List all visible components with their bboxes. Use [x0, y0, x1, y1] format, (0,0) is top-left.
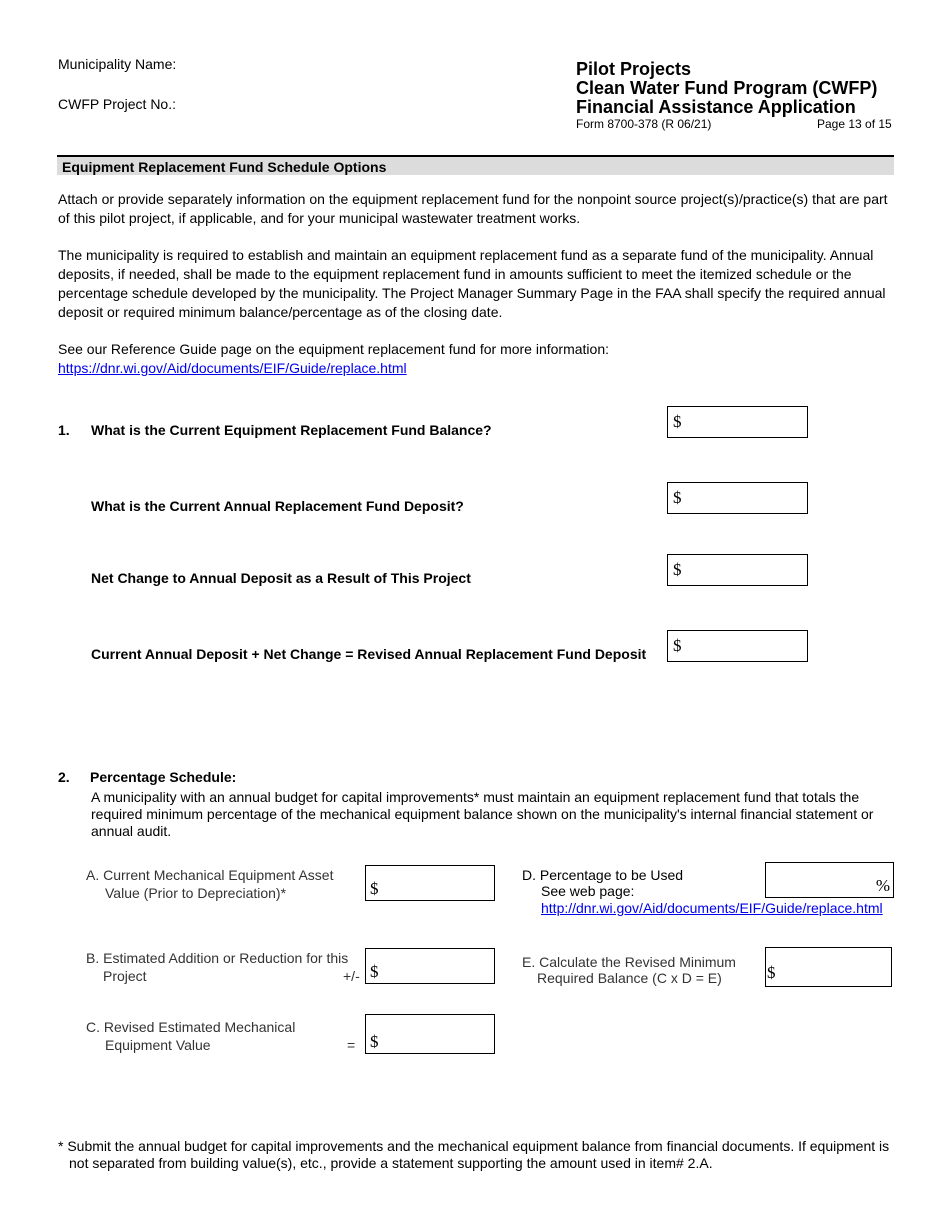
currency-symbol: $ — [673, 636, 682, 655]
annual-deposit-label: What is the Current Annual Replacement Fund Deposit? — [91, 498, 464, 514]
item-c-label-line2: Equipment Value — [105, 1037, 211, 1053]
revised-deposit-label: Current Annual Deposit + Net Change = Revised Annual Replacement Fund Deposit — [91, 646, 647, 662]
net-change-label: Net Change to Annual Deposit as a Result of This Project — [91, 570, 471, 586]
intro-paragraph-2: The municipality is required to establish and maintain an equipment replacement fund as a separate fund of the municipality. Annual deposits, if needed, shall be made to the equipment replacement fund in amounts sufficient to meet the itemized schedule or the percentage schedule developed by the municipality. The Project Manager Summary Page in the FAA shall specify the required annual deposit or required minimum balance/percentage as of the closing date. — [58, 247, 886, 320]
net-change-input[interactable] — [667, 554, 808, 586]
section-title: Equipment Replacement Fund Schedule Options — [62, 159, 387, 175]
currency-symbol: $ — [370, 879, 379, 898]
question-1-number: 1. — [58, 422, 70, 438]
percentage-schedule-description: A municipality with an annual budget for capital improvements* must maintain an equipment replacement fund that totals the required minimum percentage of the mechanical equipment balance shown on the municipality's internal financial statement or annual audit. — [91, 789, 874, 839]
reference-guide-link[interactable]: https://dnr.wi.gov/Aid/documents/EIF/Guide/replace.html — [58, 360, 407, 376]
question-2-number: 2. — [58, 769, 70, 785]
revised-equipment-value-input[interactable] — [365, 1014, 495, 1054]
municipality-name-label: Municipality Name: — [58, 56, 177, 72]
form-title-line3: Financial Assistance Application — [576, 97, 856, 117]
form-title-line1: Pilot Projects — [576, 59, 692, 79]
revised-deposit-input[interactable] — [667, 630, 808, 662]
item-a-label-line2: Value (Prior to Depreciation)* — [105, 885, 287, 901]
section-header-bar — [57, 155, 894, 175]
currency-symbol: $ — [673, 412, 682, 431]
fund-balance-input[interactable] — [667, 406, 808, 438]
percentage-schedule-title: Percentage Schedule: — [90, 769, 237, 785]
form-title-block — [576, 60, 896, 117]
form-title-line2: Clean Water Fund Program (CWFP) — [576, 78, 878, 98]
percentage-input[interactable] — [765, 862, 894, 898]
minimum-balance-input[interactable] — [765, 947, 892, 987]
item-e-label-line2: Required Balance (C x D = E) — [537, 970, 722, 986]
fund-balance-label: What is the Current Equipment Replacement Fund Balance? — [91, 422, 492, 438]
currency-symbol: $ — [673, 488, 682, 507]
currency-symbol: $ — [673, 560, 682, 579]
percentage-guide-link[interactable]: http://dnr.wi.gov/Aid/documents/EIF/Guide/replace.html — [541, 900, 883, 916]
currency-symbol: $ — [370, 1032, 379, 1051]
footnote-line1: * Submit the annual budget for capital improvements and the mechanical equipment balance from financial documents. If equipment is — [58, 1138, 890, 1154]
project-number-label: CWFP Project No.: — [58, 96, 176, 112]
page-number: Page 13 of 15 — [817, 117, 892, 131]
intro-paragraph-1: Attach or provide separately information on the equipment replacement fund for the nonpoint source project(s)/practice(s) that are part of this pilot project, if applicable, and for your municipal wastewater treatment works. — [58, 191, 888, 226]
item-b-label-line2: Project — [103, 968, 147, 984]
plus-minus-operator: +/- — [343, 968, 360, 984]
addition-reduction-input[interactable] — [365, 948, 495, 984]
item-b-label-line1: B. Estimated Addition or Reduction for this — [86, 950, 349, 966]
footnote-line2: not separated from building value(s), etc., provide a statement supporting the amount used in item# 2.A. — [69, 1155, 713, 1171]
percent-symbol: % — [875, 876, 890, 895]
item-c-label-line1: C. Revised Estimated Mechanical — [86, 1019, 296, 1035]
equals-operator: = — [347, 1037, 356, 1053]
item-a-label-line1: A. Current Mechanical Equipment Asset — [86, 867, 334, 883]
item-d-label-line2: See web page: — [541, 883, 635, 899]
item-e-label-line1: E. Calculate the Revised Minimum — [522, 954, 736, 970]
currency-symbol: $ — [767, 963, 776, 982]
annual-deposit-input[interactable] — [667, 482, 808, 514]
form-number: Form 8700-378 (R 06/21) — [576, 117, 712, 131]
asset-value-input[interactable] — [365, 865, 495, 901]
item-d-label-line1: D. Percentage to be Used — [522, 867, 684, 883]
reference-guide-text: See our Reference Guide page on the equipment replacement fund for more information: — [58, 341, 609, 357]
currency-symbol: $ — [370, 962, 379, 981]
